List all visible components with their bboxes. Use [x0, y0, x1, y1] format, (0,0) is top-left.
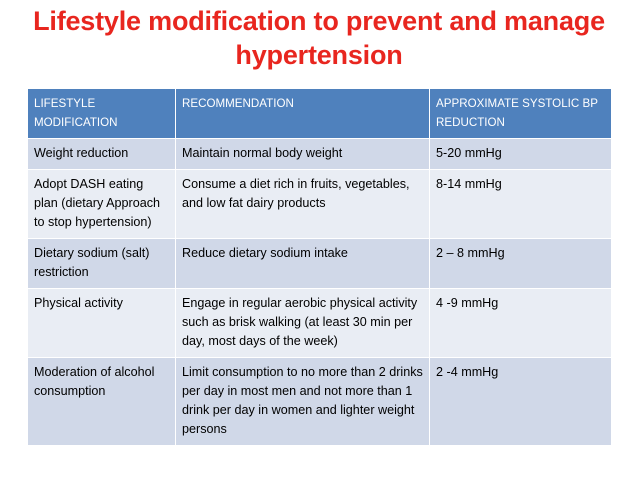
modification-cell: Physical activity	[28, 289, 176, 358]
slide-title-line-1: Lifestyle modification to prevent and manage	[33, 6, 605, 36]
recommendation-cell: Maintain normal body weight	[176, 139, 430, 170]
header-systolic-bp-reduction: APPROXIMATE SYSTOLIC BP REDUCTION	[430, 89, 612, 139]
recommendation-cell: Reduce dietary sodium intake	[176, 239, 430, 289]
header-lifestyle-modification: LIFESTYLE MODIFICATION	[28, 89, 176, 139]
table-row	[28, 289, 612, 358]
reduction-cell: 2 – 8 mmHg	[430, 239, 612, 289]
reduction-cell: 2 -4 mmHg	[430, 358, 612, 446]
reduction-cell: 8-14 mmHg	[430, 170, 612, 239]
modification-cell: Dietary sodium (salt) restriction	[28, 239, 176, 289]
table-header-row	[28, 89, 612, 139]
recommendation-cell: Consume a diet rich in fruits, vegetables, and low fat dairy products	[176, 170, 430, 239]
reduction-cell: 5-20 mmHg	[430, 139, 612, 170]
table-row	[28, 239, 612, 289]
recommendation-cell: Limit consumption to no more than 2 drinks per day in most men and not more than 1 drink per day in women and lighter weight persons	[176, 358, 430, 446]
slide-title-line-2: hypertension	[235, 40, 403, 70]
reduction-cell: 4 -9 mmHg	[430, 289, 612, 358]
table-row	[28, 170, 612, 239]
table-row	[28, 358, 612, 446]
recommendation-cell: Engage in regular aerobic physical activity such as brisk walking (at least 30 min per day, most days of the week)	[176, 289, 430, 358]
modification-cell: Weight reduction	[28, 139, 176, 170]
lifestyle-modification-table	[27, 88, 612, 446]
header-recommendation: RECOMMENDATION	[176, 89, 430, 139]
table-row	[28, 139, 612, 170]
slide-title	[0, 4, 638, 72]
modification-cell: Moderation of alcohol consumption	[28, 358, 176, 446]
modification-cell: Adopt DASH eating plan (dietary Approach to stop hypertension)	[28, 170, 176, 239]
